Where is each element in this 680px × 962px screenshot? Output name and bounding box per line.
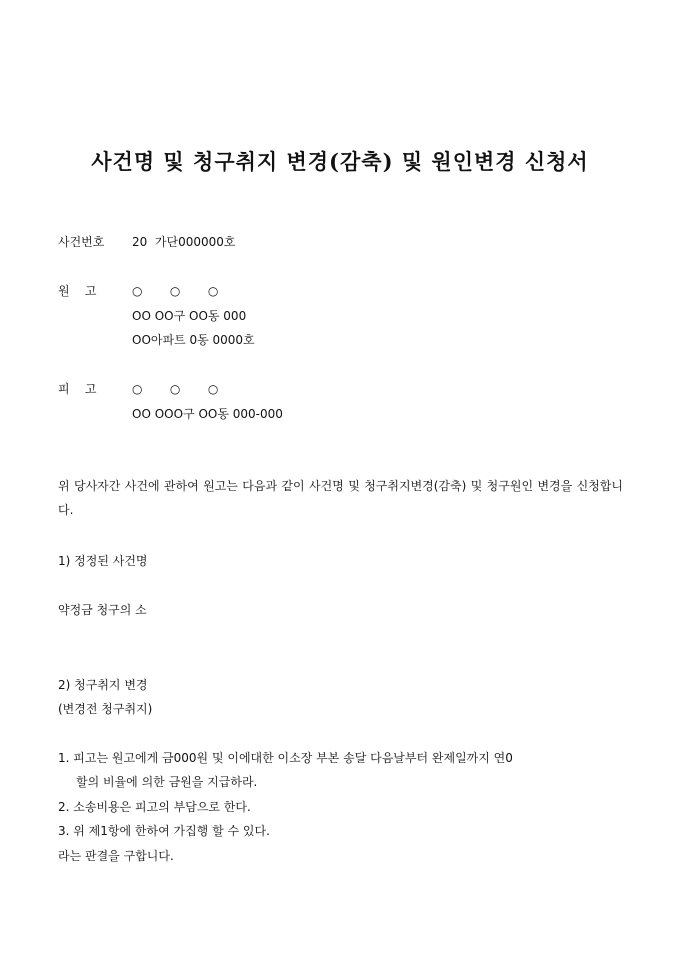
section2-subheading: (변경전 청구취지) xyxy=(58,702,153,716)
defendant-label: 피 고 xyxy=(58,382,97,396)
section2-heading: 2) 청구취지 변경 xyxy=(58,678,148,692)
plaintiff-label: 원 고 xyxy=(58,284,97,298)
claim-item-1-continuation: 할의 비율에 의한 금원을 지급하라. xyxy=(76,775,258,789)
case-number-label: 사건번호 xyxy=(58,235,105,249)
section1-content: 약정금 청구의 소 xyxy=(58,603,147,617)
closing-line: 라는 판결을 구합니다. xyxy=(58,849,174,863)
plaintiff-row xyxy=(58,282,222,299)
claim-item-3: 3. 위 제1항에 한하여 가집행 할 수 있다. xyxy=(58,824,270,838)
defendant-name: ○ ○ ○ xyxy=(132,382,223,396)
case-number-row xyxy=(58,233,235,250)
claim-item-1: 1. 피고는 원고에게 금000원 및 이에대한 이소장 부본 송달 다음날부터 완제일까지 연0 xyxy=(58,751,513,765)
plaintiff-address-line2: OO아파트 0동 0000호 xyxy=(132,333,255,347)
section1-heading: 1) 정정된 사건명 xyxy=(58,554,148,568)
plaintiff-address-line1: OO OO구 OO동 000 xyxy=(132,309,247,323)
case-number-value: 20 가단000000호 xyxy=(132,235,236,249)
claim-item-2: 2. 소송비용은 피고의 부담으로 한다. xyxy=(58,800,251,814)
defendant-address-line1: OO OOO구 OO동 000-000 xyxy=(132,407,283,421)
document-title: 사건명 및 청구취지 변경(감축) 및 원인변경 신청서 xyxy=(91,149,589,174)
plaintiff-name: ○ ○ ○ xyxy=(132,284,223,298)
defendant-row xyxy=(58,380,222,397)
intro-paragraph: 위 당사자간 사건에 관하여 원고는 다음과 같이 사건명 및 청구취지변경(감축) 및 청구원인 변경을 신청합니다. xyxy=(58,479,623,517)
